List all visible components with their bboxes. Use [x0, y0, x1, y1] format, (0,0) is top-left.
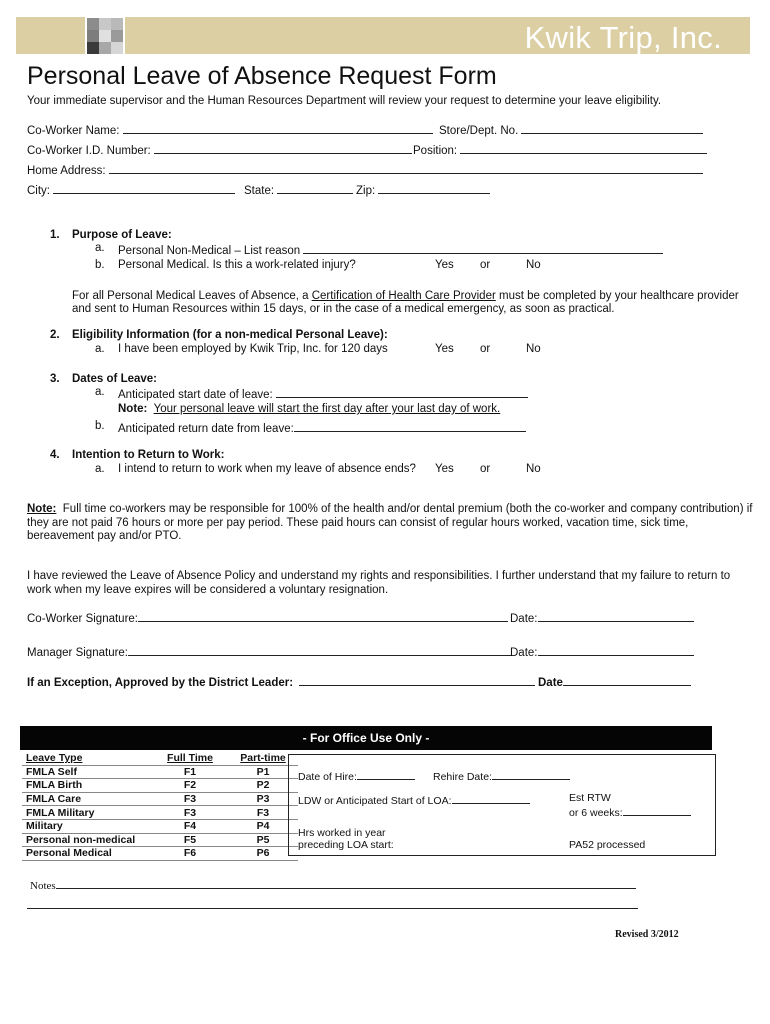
premium-note-line2: they are not paid 76 hours or more per pay period. These paid hours can consist of regular hours worked, vacation time, sick time,: [27, 517, 689, 529]
no-option[interactable]: No: [526, 463, 541, 475]
dates-note-text: Your personal leave will start the first day after your last day of work.: [153, 403, 501, 415]
section-heading-purpose: Purpose of Leave:: [72, 229, 172, 241]
logo-square: [111, 30, 123, 42]
hrs-worked-label-2: preceding LOA start:: [298, 839, 394, 851]
state-label: State:: [244, 185, 275, 197]
premium-note-line1: Full time co-workers may be responsible for 100% of the health and/or dental premium (both the co-worker and company contribution) if: [62, 503, 753, 515]
purpose-nonmedical-label: Personal Non-Medical – List reason: [118, 245, 301, 257]
table-cell: FMLA Care: [22, 792, 152, 806]
no-option[interactable]: No: [526, 343, 541, 355]
coworker-date-label: Date:: [510, 613, 538, 625]
pa52-label: PA52 processed: [569, 839, 646, 851]
date-of-hire-label: Date of Hire:: [298, 771, 357, 783]
item-letter: b.: [95, 420, 105, 432]
table-cell: Personal Medical: [22, 847, 152, 861]
leave-code-table: [22, 752, 298, 861]
rehire-date-field[interactable]: [433, 768, 570, 783]
table-cell: F4: [152, 819, 228, 833]
yes-option[interactable]: Yes: [435, 463, 454, 475]
eligibility-label: I have been employed by Kwik Trip, Inc. for 120 days: [118, 343, 388, 355]
exception-date-field[interactable]: [538, 674, 691, 689]
dates-note-label: Note:: [118, 403, 148, 415]
yes-option[interactable]: Yes: [435, 343, 454, 355]
office-use-header: - For Office Use Only -: [20, 726, 712, 750]
table-cell: FMLA Self: [22, 765, 152, 779]
return-intention-label: I intend to return to work when my leave of absence ends?: [118, 463, 416, 475]
zip-field[interactable]: [356, 182, 490, 197]
acknowledgement-line2: work when my leave expires will be considered a voluntary resignation.: [27, 584, 389, 596]
section-number: 2.: [50, 329, 60, 341]
logo-square: [99, 30, 111, 42]
section-heading-dates: Dates of Leave:: [72, 373, 158, 385]
table-header-row: [22, 752, 298, 765]
table-header-cell: Leave Type: [22, 752, 152, 765]
table-cell: FMLA Birth: [22, 779, 152, 793]
section-heading-eligibility: Eligibility Information (for a non-medical Personal Leave):: [72, 329, 388, 341]
est-rtw-label: Est RTW: [569, 792, 611, 804]
table-header-cell: Part-time: [228, 752, 298, 765]
table-cell: P6: [228, 847, 298, 861]
table-cell: F3: [152, 806, 228, 820]
certification-paragraph-line2: and sent to Human Resources within 15 days, or in the case of a medical emergency, as soon as practical.: [72, 303, 615, 315]
item-letter: a.: [95, 242, 105, 254]
home-address-field[interactable]: [27, 162, 703, 177]
table-row: [22, 819, 298, 833]
six-weeks-field[interactable]: [569, 804, 691, 819]
section-number: 1.: [50, 229, 60, 241]
manager-date-field[interactable]: [510, 644, 694, 659]
coworker-signature-label: Co-Worker Signature:: [27, 613, 138, 625]
manager-date-label: Date:: [510, 647, 538, 659]
no-option[interactable]: No: [526, 259, 541, 271]
table-cell: Personal non-medical: [22, 833, 152, 847]
premium-note-line3: bereavement pay and/or PTO.: [27, 530, 182, 542]
table-row: [22, 806, 298, 820]
logo-square: [111, 18, 123, 30]
exception-approval-label: If an Exception, Approved by the District Leader:: [27, 677, 294, 689]
table-cell: F1: [152, 765, 228, 779]
logo-square: [99, 42, 111, 54]
table-cell: FMLA Military: [22, 806, 152, 820]
city-label: City:: [27, 185, 50, 197]
logo-square: [87, 30, 99, 42]
purpose-medical-label: Personal Medical. Is this a work-related injury?: [118, 259, 356, 271]
logo-square: [87, 42, 99, 54]
table-row: [22, 847, 298, 861]
or-text: or: [480, 259, 491, 271]
start-date-field[interactable]: [118, 386, 528, 401]
ldw-label: LDW or Anticipated Start of LOA:: [298, 795, 452, 807]
purpose-nonmedical-field[interactable]: [118, 242, 663, 257]
section-number: 3.: [50, 373, 60, 385]
hrs-worked-label: Hrs worked in year: [298, 827, 386, 839]
coworker-name-field[interactable]: [27, 122, 433, 137]
table-cell: F3: [228, 806, 298, 820]
notes-label: Notes: [30, 880, 56, 892]
premium-note-label: Note:: [27, 503, 57, 515]
table-header-cell: Full Time: [152, 752, 228, 765]
return-date-field[interactable]: [118, 420, 526, 435]
certification-link: Certification of Health Care Provider: [311, 290, 496, 302]
table-cell: Military: [22, 819, 152, 833]
or-text: or: [480, 343, 491, 355]
brand-name: Kwik Trip, Inc.: [524, 20, 722, 55]
home-address-label: Home Address:: [27, 165, 106, 177]
table-cell: P1: [228, 765, 298, 779]
yes-option[interactable]: Yes: [435, 259, 454, 271]
zip-label: Zip:: [356, 185, 376, 197]
notes-field[interactable]: [30, 877, 636, 892]
exception-date-label: Date: [538, 677, 563, 689]
dates-note: [118, 403, 500, 415]
table-row: [22, 792, 298, 806]
coworker-date-field[interactable]: [510, 610, 694, 625]
store-dept-field[interactable]: [439, 122, 703, 137]
premium-note: [27, 503, 752, 515]
manager-signature-field[interactable]: [27, 644, 511, 659]
item-letter: a.: [95, 463, 105, 475]
certification-paragraph: [72, 290, 739, 302]
table-cell: P3: [228, 792, 298, 806]
table-cell: P5: [228, 833, 298, 847]
table-row: [22, 779, 298, 793]
table-cell: F3: [152, 792, 228, 806]
subtitle: Your immediate supervisor and the Human Resources Department will review your request to determine your leave eligibility.: [27, 95, 662, 107]
item-letter: b.: [95, 259, 105, 271]
item-letter: a.: [95, 343, 105, 355]
coworker-name-label: Co-Worker Name:: [27, 125, 120, 137]
logo: [85, 16, 125, 56]
section-heading-return: Intention to Return to Work:: [72, 449, 225, 461]
exception-approval-field[interactable]: [27, 674, 535, 689]
table-cell: F2: [152, 779, 228, 793]
position-label: Position:: [413, 145, 458, 157]
or-text: or: [480, 463, 491, 475]
table-row: [22, 833, 298, 847]
acknowledgement-line1: I have reviewed the Leave of Absence Policy and understand my rights and responsibilities. I further understand that my failure to return to: [27, 570, 731, 582]
logo-square: [87, 18, 99, 30]
store-dept-label: Store/Dept. No.: [439, 125, 519, 137]
start-date-label: Anticipated start date of leave:: [118, 389, 273, 401]
coworker-id-field[interactable]: [27, 142, 412, 157]
ldw-field[interactable]: [298, 792, 530, 807]
notes-line[interactable]: [27, 897, 638, 909]
page-title: Personal Leave of Absence Request Form: [27, 62, 497, 90]
coworker-id-label: Co-Worker I.D. Number:: [27, 145, 151, 157]
section-number: 4.: [50, 449, 60, 461]
table-cell: P2: [228, 779, 298, 793]
item-letter: a.: [95, 386, 105, 398]
manager-signature-label: Manager Signature:: [27, 647, 129, 659]
logo-square: [99, 18, 111, 30]
city-field[interactable]: [27, 182, 235, 197]
position-field[interactable]: [413, 142, 707, 157]
table-cell: F5: [152, 833, 228, 847]
table-row: [22, 765, 298, 779]
six-weeks-label: or 6 weeks:: [569, 807, 623, 819]
coworker-signature-field[interactable]: [27, 610, 508, 625]
certification-text-after: must be completed by your healthcare provider: [495, 290, 739, 302]
table-cell: F6: [152, 847, 228, 861]
revision-date: Revised 3/2012: [615, 929, 679, 940]
logo-square: [111, 42, 123, 54]
rehire-date-label: Rehire Date:: [433, 771, 492, 783]
state-field[interactable]: [244, 182, 353, 197]
return-date-label: Anticipated return date from leave:: [118, 423, 294, 435]
date-of-hire-field[interactable]: [298, 768, 415, 783]
certification-text-before: For all Personal Medical Leaves of Absence, a: [72, 290, 312, 302]
table-cell: P4: [228, 819, 298, 833]
